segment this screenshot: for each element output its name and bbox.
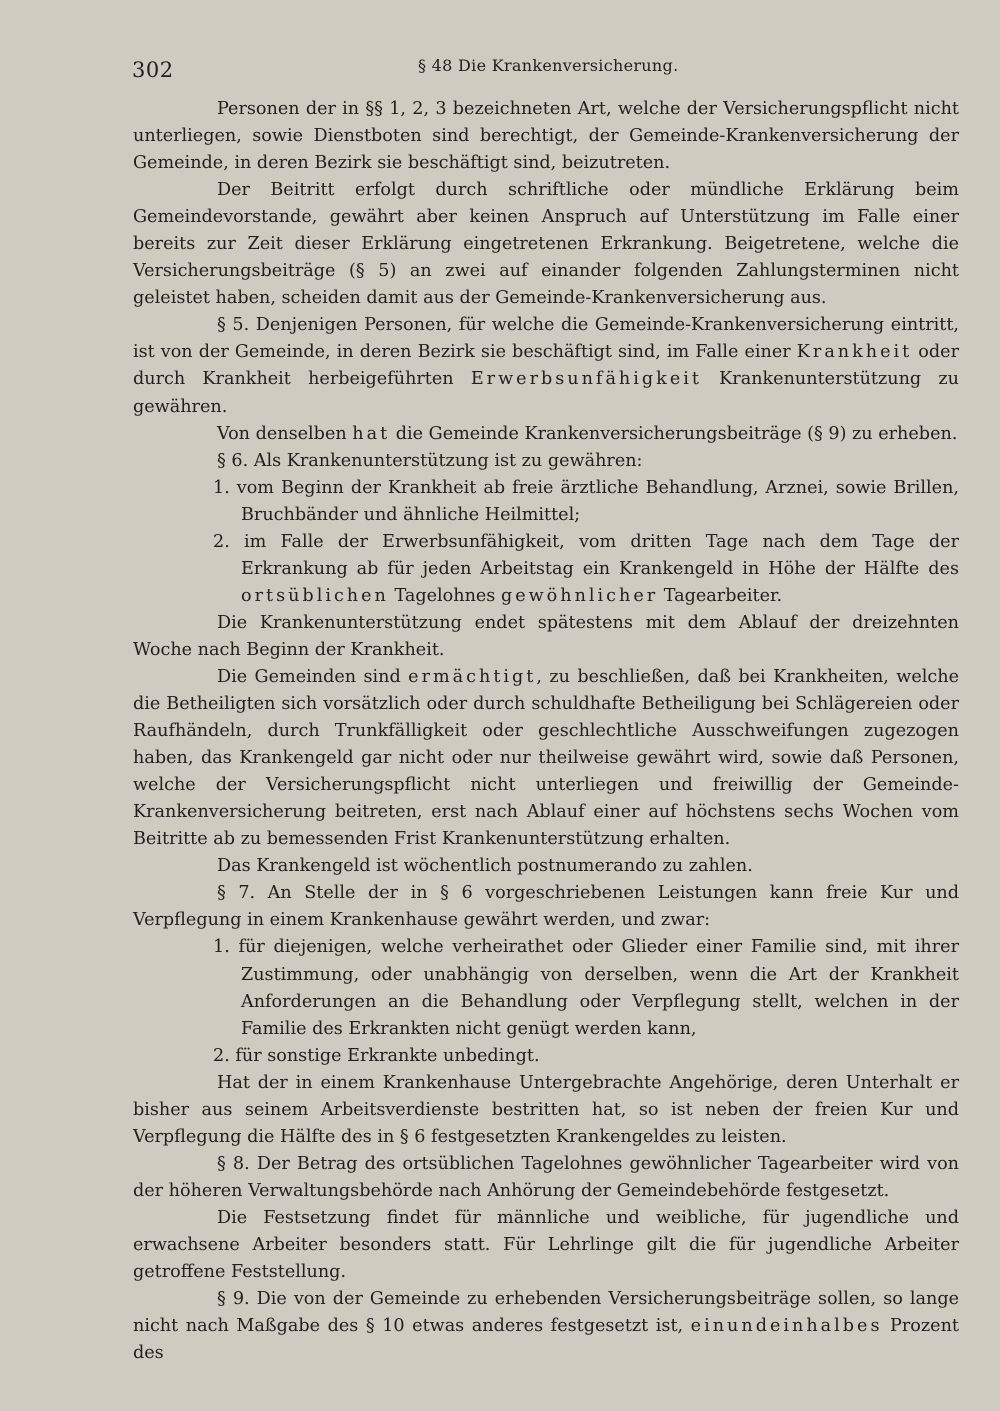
paragraph-haelfte: Hat der in einem Krankenhause Untergebrachte Angehörige, deren Unterhalt er bisher aus seinem Arbeitsverdienste bestritten hat, so ist neben der freien Kur und Verpflegung die Hälfte des in § 6 festgesetzten Krankengeldes zu leisten. [133,1072,959,1147]
section-5-text-b: oder durch Krankheit herbeigeführten [133,342,959,390]
paragraph-intro: Personen der in §§ 1, 2, 3 bezeichneten Art, welche der Versicherungspflicht nicht unterliegen, sowie Dienstboten sind berechtigt, der Gemeinde-Krankenversicherung der Gemeinde, in deren Bezirk sie beschäftigt sind, beizutreten. [133,99,959,174]
section-5-paragraph [133,312,959,420]
running-title: § 48 Die Krankenversicherung. [418,56,679,75]
emphasis-gewoehnlicher: gewöhnlicher [500,585,659,606]
section-9-paragraph [133,1286,959,1367]
section-5-text-c: Krankenunterstützung zu gewähren. [133,369,959,417]
emphasis-hat: hat [352,423,391,444]
paragraph-ende: Die Krankenunterstützung endet spätestens mit dem Ablauf der dreizehnten Woche nach Beginn der Krankheit. [133,612,959,660]
section-6-item-2-text-a: 2. im Falle der Erwerbsunfähigkeit, vom dritten Tage nach dem Tage der Erkrankung ab für jeden Arbeitstag ein Krankengeld in Höhe der Hälfte des [213,531,959,579]
section-7-paragraph: § 7. An Stelle der in § 6 vorgeschriebenen Leistungen kann freie Kur und Verpflegung in einem Krankenhause gewährt werden, und zwar: [133,883,959,931]
emphasis-erwerbsunfaehigkeit: Erwerbsunfähigkeit [470,369,702,390]
section-5-2-text-a: Von denselben [217,423,353,444]
section-9-text-b: Prozent des [133,1316,959,1364]
section-8-paragraph: § 8. Der Betrag des ortsüblichen Tagelohnes gewöhnlicher Tagearbeiter wird von der höheren Verwaltungsbehörde nach Anhörung der Gemeindebehörde festgesetzt. [133,1153,959,1201]
paragraph-festsetzung: Die Festsetzung findet für männliche und weibliche, für jugendliche und erwachsene Arbeiter besonders statt. Für Lehrlinge gilt die für jugendliche Arbeiter getroffene Feststellung. [133,1207,959,1283]
gemeinden-text-a: Die Gemeinden sind [217,666,409,687]
section-5-second-paragraph [133,421,959,448]
emphasis-krankheit: Krankheit [796,342,913,363]
section-6-item-2 [133,529,959,610]
emphasis-ortsueblichen: ortsüblichen [241,585,389,606]
section-6-item-2-text-b: Tagelohnes [388,585,501,606]
section-7-item-2: 2. für sonstige Erkrankte unbedingt. [213,1045,540,1066]
section-5-text-a: § 5. Denjenigen Personen, für welche die Gemeinde-Krankenversicherung eintritt, ist von der Gemeinde, in deren Bezirk sie beschäftigt sind, im Falle einer [133,315,959,363]
paragraph-gemeinden [133,664,959,853]
paragraph-zahlung: Das Krankengeld ist wöchentlich postnumerando zu zahlen. [217,856,753,877]
section-5-2-text-b: die Gemeinde Krankenversicherungsbeiträge (§ 9) zu erheben. [390,423,958,444]
gemeinden-text-b: , zu beschließen, daß bei Krankheiten, welche die Betheiligten sich vorsätzlich oder durch schuldhafte Betheiligung bei Schlägereien oder Raufhändeln, durch Trunkfälligkeit oder geschlechtliche Ausschweifungen zugezogen haben, das Krankengeld gar nicht oder nur theilweise gewährt wird, sowie daß Personen, welche der Versicherungspflicht nicht unterliegen und freiwillig der Gemeinde-Krankenversicherung beitreten, erst nach Ablauf einer auf höchstens sechs Wochen vom Beitritte ab zu bemessenden Frist Krankenunterstützung erhalten. [133,666,959,850]
section-6-item-1: 1. vom Beginn der Krankheit ab freie ärztliche Behandlung, Arznei, sowie Brillen, Bruchbänder und ähnliche Heilmittel; [213,477,959,525]
emphasis-ermaechtigt: ermächtigt [408,666,537,687]
section-6-paragraph: § 6. Als Krankenunterstützung ist zu gewähren: [217,450,643,471]
paragraph-beitritt: Der Beitritt erfolgt durch schriftliche oder mündliche Erklärung beim Gemeindevorstande, gewährt aber keinen Anspruch auf Unterstützung im Falle einer bereits zur Zeit dieser Erklärung eingetretenen Erkrankung. Beigetretene, welche die Versicherungsbeiträge (§ 5) an zwei auf einander folgenden Zahlungsterminen nicht geleistet haben, scheiden damit aus der Gemeinde-Krankenversicherung aus. [133,180,959,309]
emphasis-einundeinhalbes: einundeinhalbes [690,1316,883,1337]
section-6-item-2-text-c: Tagearbeiter. [658,585,783,606]
page-number: 302 [132,58,174,82]
section-7-item-1: 1. für diejenigen, welche verheirathet oder Glieder einer Familie sind, mit ihrer Zustimmung, oder unabhängig von derselben, wenn die Art der Krankheit Anforderungen an die Behandlung oder Verpflegung stellt, welchen in der Familie des Erkrankten nicht genügt werden kann, [213,937,959,1039]
section-9-text-a: § 9. Die von der Gemeinde zu erhebenden Versicherungsbeiträge sollen, so lange nicht nach Maßgabe des § 10 etwas anderes festgesetzt ist, [133,1289,959,1337]
body-text [133,96,959,1367]
